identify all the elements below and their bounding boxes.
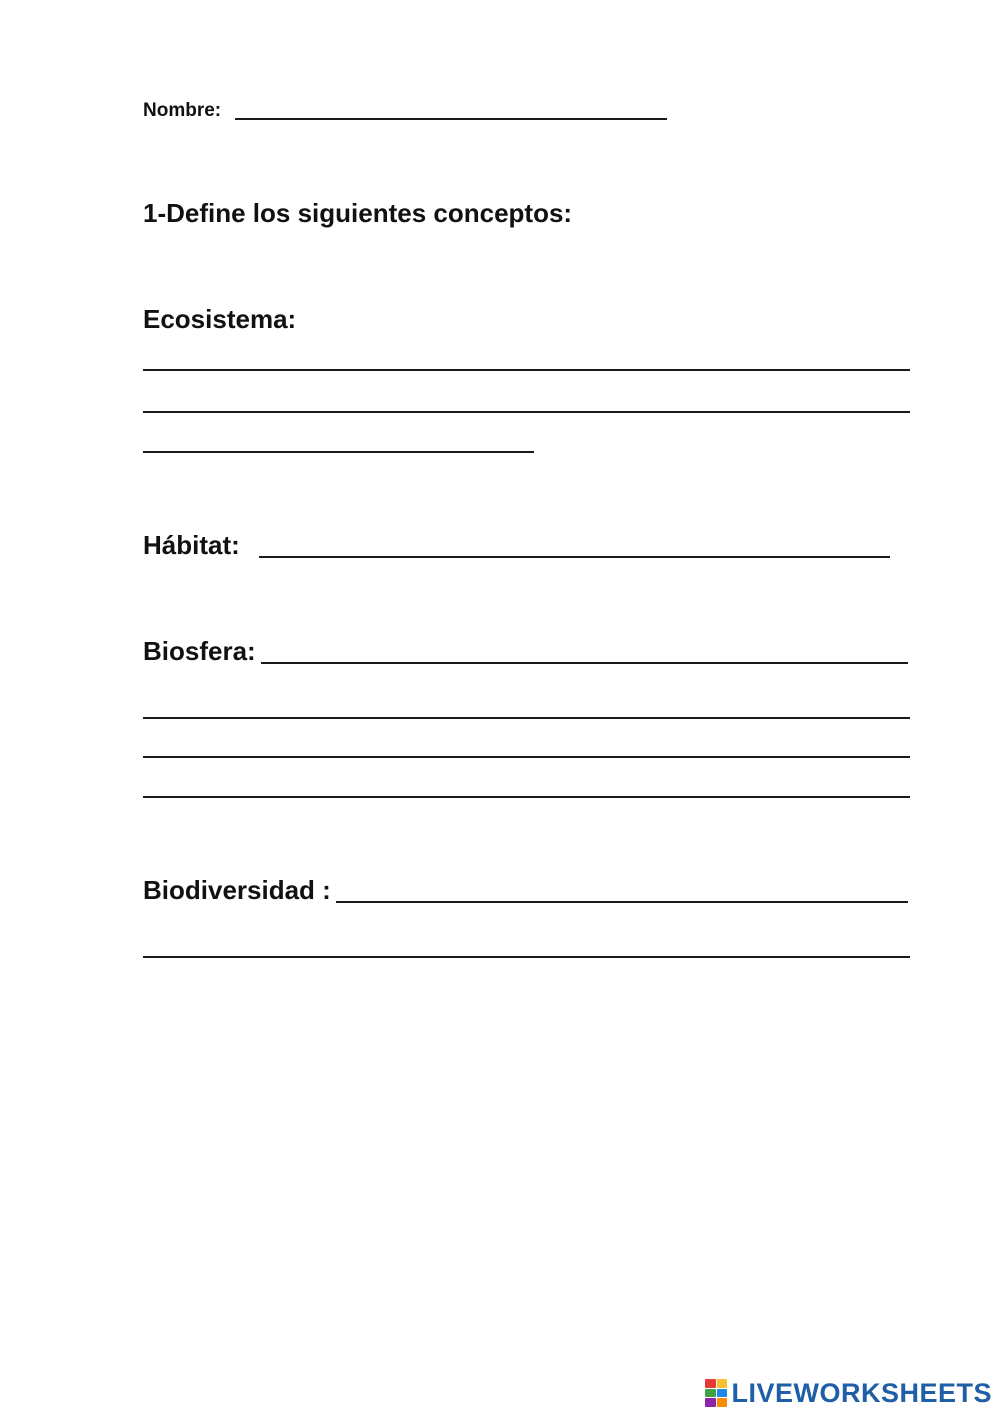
concept-label-biosfera: Biosfera: xyxy=(143,636,256,666)
name-answer-line[interactable] xyxy=(235,118,667,120)
biosfera-answer-line-2[interactable] xyxy=(143,717,910,719)
biodiversidad-answer-line-1[interactable] xyxy=(336,901,908,903)
logo-block xyxy=(705,1398,716,1407)
concept-label-biodiversidad: Biodiversidad : xyxy=(143,875,331,905)
brand-name: LIVEWORKSHEETS xyxy=(731,1377,992,1408)
concept-label-ecosistema: Ecosistema: xyxy=(143,304,297,334)
ecosistema-answer-line-3[interactable] xyxy=(143,451,534,453)
instruction-heading: 1-Define los siguientes conceptos: xyxy=(143,198,573,228)
logo-block xyxy=(717,1389,728,1398)
ecosistema-answer-line-2[interactable] xyxy=(143,411,910,413)
logo-block xyxy=(705,1379,716,1388)
biosfera-answer-line-3[interactable] xyxy=(143,756,910,758)
biodiversidad-answer-line-2[interactable] xyxy=(143,956,910,958)
habitat-answer-line[interactable] xyxy=(259,556,890,558)
logo-block xyxy=(705,1389,716,1398)
logo-block xyxy=(717,1379,728,1388)
name-label: Nombre: xyxy=(143,100,222,121)
liveworksheets-logo xyxy=(705,1376,992,1410)
ecosistema-answer-line-1[interactable] xyxy=(143,369,910,371)
concept-label-habitat: Hábitat: xyxy=(143,530,240,560)
biosfera-answer-line-1[interactable] xyxy=(261,662,908,664)
logo-block xyxy=(717,1398,728,1407)
liveworksheets-logo-icon xyxy=(705,1379,727,1407)
biosfera-answer-line-4[interactable] xyxy=(143,796,910,798)
